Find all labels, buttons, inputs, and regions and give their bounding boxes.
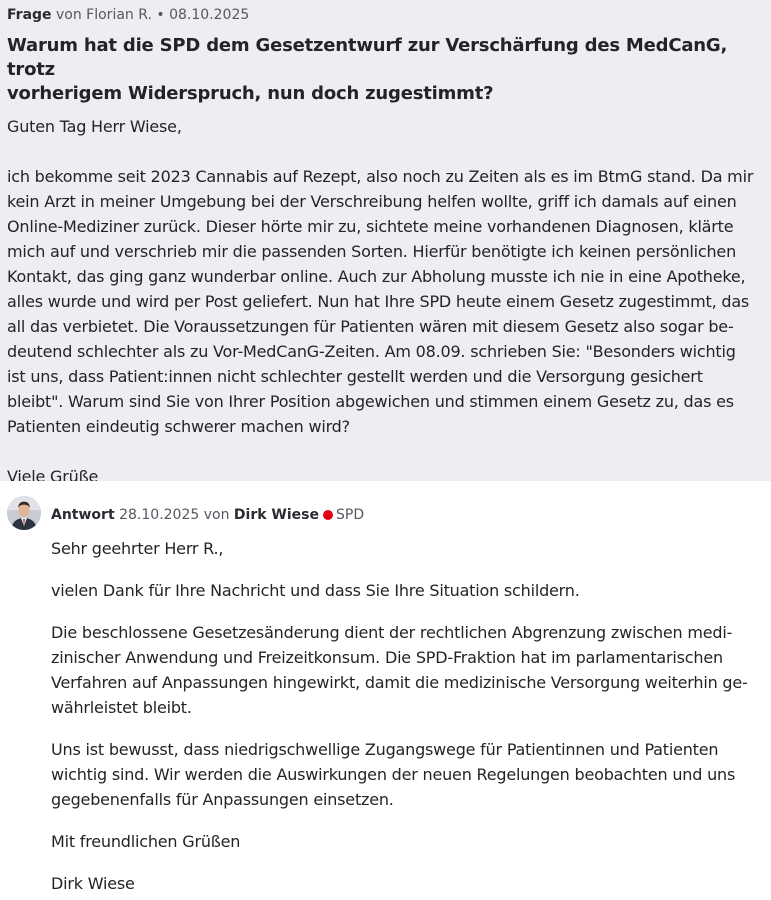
question-title-line: Warum hat die SPD dem Gesetzentwurf zur Verschärfung des MedCanG, trotz — [7, 35, 728, 80]
answer-label: Antwort — [51, 507, 115, 523]
question-line: mich auf und verschrieb mir die passenden Sorten. Hierfür benötigte ich keinen persönlichen — [7, 242, 737, 261]
answer-body — [51, 536, 763, 896]
answer-date: 28.10.2025 — [119, 507, 200, 523]
avatar-portrait-icon — [7, 496, 41, 530]
paragraph-gap — [51, 720, 763, 737]
answer-signature: Dirk Wiese — [51, 874, 135, 893]
question-title — [7, 34, 764, 106]
question-line: ich bekomme seit 2023 Cannabis auf Rezept, also noch zu Zeiten als es im BtmG stand. Da mir — [7, 167, 754, 186]
answer-line: Uns ist bewusst, dass niedrigschwellige Zugangswege für Patientinnen und Patienten — [51, 740, 719, 759]
question-date: 08.10.2025 — [169, 7, 250, 23]
question-line: ist uns, dass Patient:innen nicht schlechter gestellt werden und die Versorgung gesichert — [7, 367, 703, 386]
answer-line: wichtig sind. Wir werden die Auswirkungen der neuen Regelungen beobachten und uns — [51, 765, 736, 784]
answer-line: gegebenenfalls für Anpassungen einsetzen. — [51, 790, 394, 809]
question-line: deutend schlechter als zu Vor-MedCanG-Zeiten. Am 08.09. schrieben Sie: "Besonders wichtig — [7, 342, 736, 361]
answer-author[interactable]: Dirk Wiese — [233, 507, 319, 523]
paragraph-spacer — [7, 139, 764, 164]
answer-meta — [51, 506, 364, 524]
question-title-line: vorherigem Widerspruch, nun doch zugestimmt? — [7, 83, 494, 104]
question-line: bleibt". Warum sind Sie von Ihrer Position abgewichen und stimmen einem Gesetz zu, das es — [7, 392, 734, 411]
paragraph-spacer — [7, 439, 764, 464]
question-meta — [7, 6, 764, 24]
answer-closing: Mit freundlichen Grüßen — [51, 832, 241, 851]
question-line: Patienten eindeutig schwerer machen wird? — [7, 417, 350, 436]
answer-by: von — [203, 507, 230, 523]
question-line: alles wurde und wird per Post geliefert. Nun hat Ihre SPD heute einem Gesetz zugestimmt, das — [7, 292, 750, 311]
paragraph-gap — [51, 561, 763, 578]
paragraph-gap — [51, 603, 763, 620]
question-closing: Viele Grüße — [7, 467, 99, 481]
question-line: kein Arzt in meiner Umgebung bei der Verschreibung helfen wollte, griff ich damals auf einen — [7, 192, 737, 211]
question-line: all das verbietet. Die Voraussetzungen für Patienten wären mit diesem Gesetz also sogar be- — [7, 317, 734, 336]
party-label[interactable]: SPD — [336, 507, 365, 523]
paragraph-gap — [51, 812, 763, 829]
answer-line: Verfahren auf Anpassungen hingewirkt, damit die medizinische Versorgung weiterhin ge- — [51, 673, 748, 692]
paragraph-gap — [51, 854, 763, 871]
question-greeting: Guten Tag Herr Wiese, — [7, 117, 182, 136]
question-label: Frage — [7, 7, 52, 23]
avatar[interactable] — [7, 496, 41, 530]
meta-separator: • — [156, 7, 165, 23]
answer-line: zinischer Anwendung und Freizeitkonsum. Die SPD-Fraktion hat im parlamentarischen — [51, 648, 723, 667]
question-body — [7, 114, 764, 481]
answer-line: währleistet bleibt. — [51, 698, 192, 717]
question-line: Online-Mediziner zurück. Dieser hörte mir zu, sichtete meine vorhandenen Diagnosen, klärte — [7, 217, 734, 236]
answer-line: Die beschlossene Gesetzesänderung dient der rechtlichen Abgrenzung zwischen medi- — [51, 623, 733, 642]
answer-salutation: Sehr geehrter Herr R., — [51, 539, 224, 558]
question-line: Kontakt, das ging ganz wunderbar online. Auch zur Abholung musste ich nie in eine Apotheke, — [7, 267, 746, 286]
answer-line: vielen Dank für Ihre Nachricht und dass Sie Ihre Situation schildern. — [51, 581, 580, 600]
party-dot-icon — [323, 510, 333, 520]
question-author[interactable]: von Florian R. — [56, 7, 152, 23]
